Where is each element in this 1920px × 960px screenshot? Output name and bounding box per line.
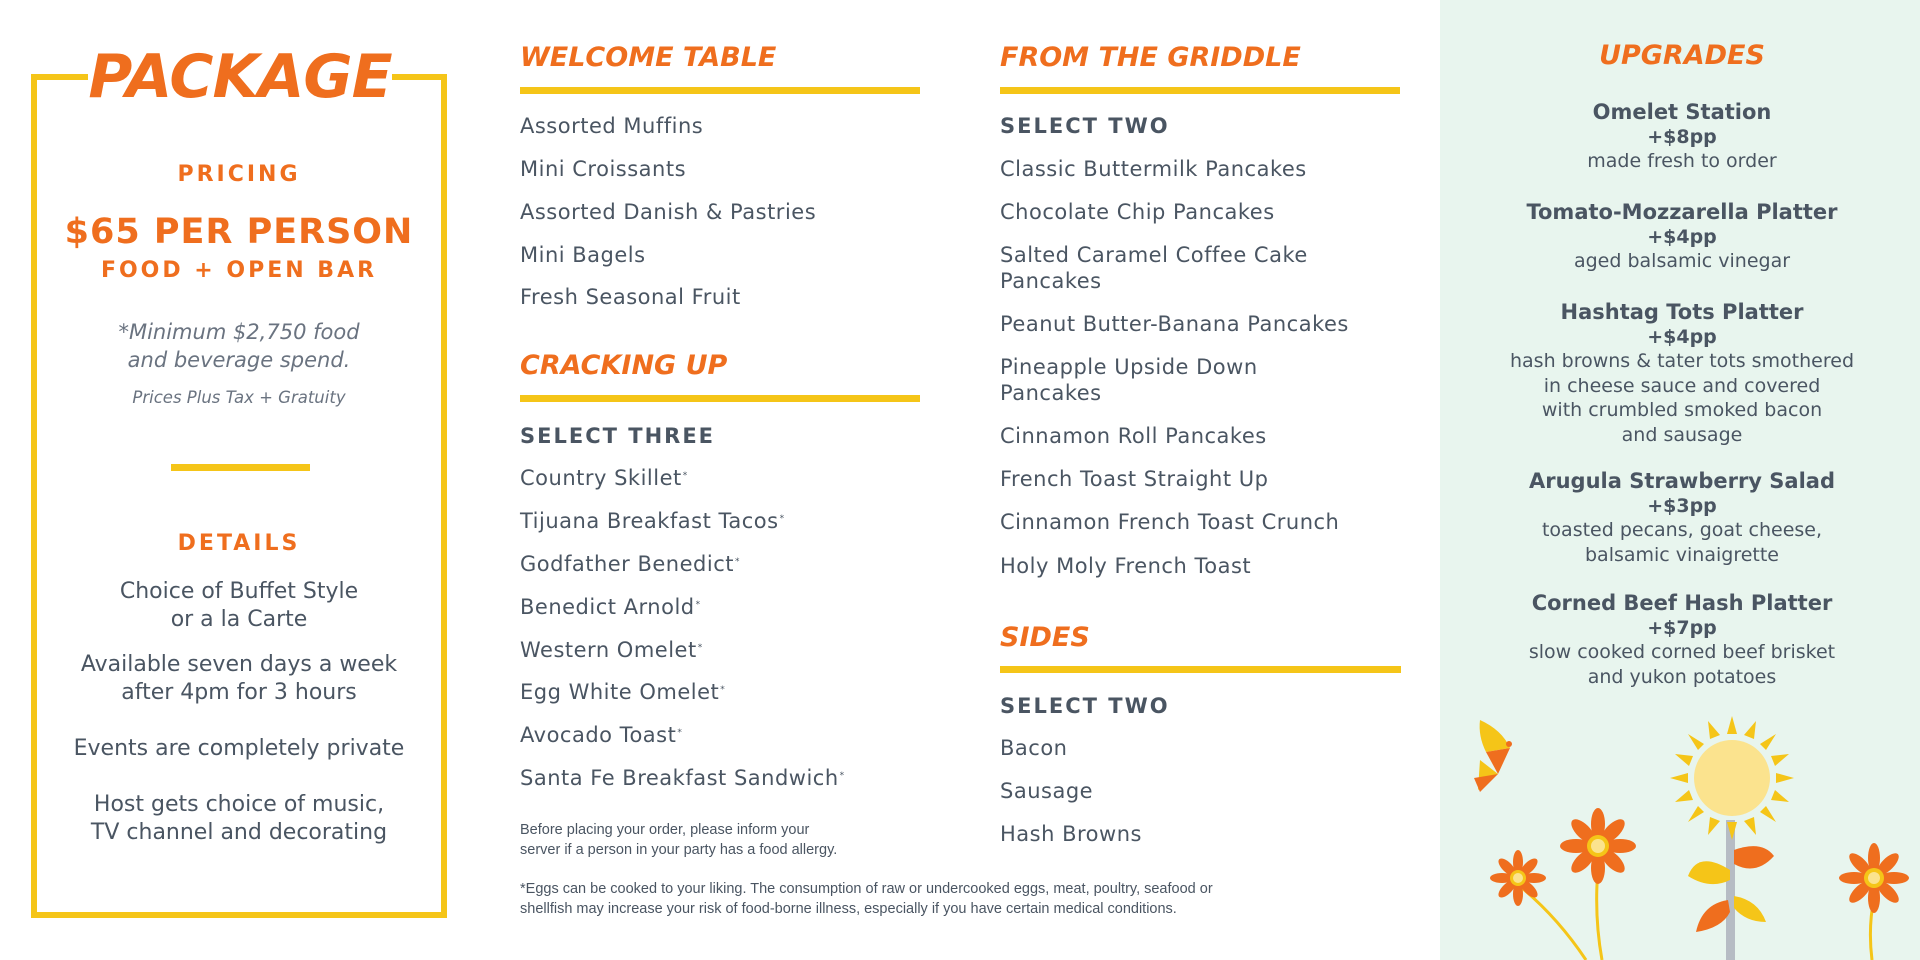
list-item: Benedict Arnold* [520, 595, 701, 619]
upgrade-name: Arugula Strawberry Salad [1529, 469, 1835, 493]
upgrade-desc: and sausage [1621, 423, 1743, 446]
griddle-select-label: SELECT TWO [1000, 114, 1170, 138]
upgrade-item [1482, 199, 1882, 274]
detail-item [31, 791, 447, 847]
upgrade-price: +$3pp [1647, 495, 1717, 517]
list-item: Bacon [1000, 736, 1068, 760]
upgrade-price: +$7pp [1647, 617, 1717, 639]
package-title: PACKAGE [88, 38, 392, 116]
list-item: Mini Bagels [520, 243, 646, 267]
allergy-line: server if a person in your party has a food allergy. [520, 842, 838, 858]
minimum-line-1: *Minimum $2,750 food [118, 320, 360, 344]
list-item: Santa Fe Breakfast Sandwich* [520, 766, 845, 790]
upgrade-price: +$4pp [1647, 226, 1717, 248]
list-item: Egg White Omelet* [520, 680, 726, 704]
tax-gratuity-note: Prices Plus Tax + Gratuity [132, 388, 346, 407]
list-item: Peanut Butter-Banana Pancakes [1000, 312, 1349, 336]
list-item: Fresh Seasonal Fruit [520, 285, 741, 309]
minimum-line-2: and beverage spend. [127, 348, 351, 372]
list-item: Chocolate Chip Pancakes [1000, 200, 1275, 224]
upgrade-desc: hash browns & tater tots smothered [1509, 350, 1855, 372]
detail-line: after 4pm for 3 hours [121, 680, 357, 705]
upgrade-desc: slow cooked corned beef brisket [1528, 641, 1836, 663]
list-item: Tijuana Breakfast Tacos* [520, 509, 785, 533]
allergy-note [520, 820, 837, 860]
allergy-line: Before placing your order, please inform your [520, 822, 810, 838]
detail-line: or a la Carte [170, 607, 308, 632]
detail-item [31, 578, 447, 634]
detail-item [31, 651, 447, 707]
upgrades-heading: UPGRADES [1599, 40, 1765, 71]
leaf [1688, 861, 1730, 884]
price-subtitle: FOOD + OPEN BAR [100, 258, 378, 283]
upgrade-desc: toasted pecans, goat cheese, [1541, 519, 1823, 541]
list-item: Country Skillet* [520, 466, 688, 490]
detail-line: Choice of Buffet Style [119, 579, 359, 604]
upgrade-name: Tomato-Mozzarella Platter [1526, 200, 1838, 224]
sides-select-label: SELECT TWO [1000, 694, 1170, 718]
upgrade-item [1482, 468, 1882, 567]
list-item: Mini Croissants [520, 157, 687, 181]
flower-icon [1839, 843, 1909, 960]
list-item: Salted Caramel Coffee Cake Pancakes [1000, 243, 1308, 293]
upgrade-item [1482, 99, 1882, 174]
upgrade-item [1482, 590, 1882, 689]
sides-rule [1000, 666, 1401, 673]
pricing-heading: PRICING [177, 162, 301, 187]
stem [1726, 820, 1735, 960]
list-item: Pineapple Upside Down Pancakes [1000, 355, 1258, 405]
upgrade-desc: made fresh to order [1587, 150, 1777, 172]
list-item: Godfather Benedict* [520, 552, 740, 576]
upgrade-name: Corned Beef Hash Platter [1531, 591, 1833, 615]
welcome-table-heading: WELCOME TABLE [520, 42, 777, 73]
upgrade-desc: with crumbled smoked bacon [1541, 399, 1823, 421]
leaf [1734, 896, 1766, 922]
list-item: Cinnamon French Toast Crunch [1000, 510, 1340, 534]
detail-line: TV channel and decorating [90, 820, 388, 845]
list-item: Western Omelet* [520, 638, 703, 662]
package-divider [171, 464, 310, 471]
bird-icon [1474, 720, 1512, 792]
upgrade-price: +$4pp [1647, 326, 1717, 348]
minimum-spend-note [31, 318, 447, 374]
upgrade-desc: in cheese sauce and covered [1543, 374, 1821, 397]
list-item: Hash Browns [1000, 822, 1142, 846]
detail-line: Host gets choice of music, [93, 792, 385, 817]
welcome-table-rule [520, 87, 920, 94]
detail-line: Available seven days a week [80, 652, 398, 677]
leaf [1696, 900, 1730, 932]
list-item: Sausage [1000, 779, 1094, 803]
price-per-person: $65 PER PERSON [64, 212, 414, 252]
leaf [1734, 846, 1774, 868]
upgrade-name: Hashtag Tots Platter [1560, 300, 1804, 324]
list-item: Cinnamon Roll Pancakes [1000, 424, 1267, 448]
list-item: Classic Buttermilk Pancakes [1000, 157, 1307, 181]
list-item: Assorted Muffins [520, 114, 704, 138]
sides-heading: SIDES [1000, 622, 1090, 653]
egg-note-line: *Eggs can be cooked to your liking. The consumption of raw or undercooked eggs, meat, poultry, seafood or [520, 881, 1213, 897]
upgrade-item [1482, 299, 1882, 447]
detail-line: Events are completely private [73, 736, 405, 761]
detail-item [31, 735, 447, 763]
flowers-sun-illustration [1440, 700, 1920, 960]
list-item: Assorted Danish & Pastries [520, 200, 817, 224]
cracking-up-rule [520, 395, 920, 402]
details-heading: DETAILS [177, 531, 301, 556]
egg-note-line: shellfish may increase your risk of food-borne illness, especially if you have certain medical conditions. [520, 901, 1177, 917]
list-item: Holy Moly French Toast [1000, 554, 1252, 578]
cracking-up-heading: CRACKING UP [520, 350, 728, 381]
upgrade-desc: balsamic vinaigrette [1584, 543, 1780, 566]
cracking-select-label: SELECT THREE [520, 424, 716, 448]
upgrade-name: Omelet Station [1592, 100, 1772, 124]
list-item: French Toast Straight Up [1000, 467, 1269, 491]
upgrade-price: +$8pp [1647, 126, 1717, 148]
griddle-heading: FROM THE GRIDDLE [1000, 42, 1301, 73]
egg-consumption-note [520, 879, 1213, 919]
upgrade-desc: aged balsamic vinegar [1573, 250, 1791, 272]
list-item: Avocado Toast* [520, 723, 683, 747]
upgrade-desc: and yukon potatoes [1587, 665, 1777, 688]
griddle-rule [1000, 87, 1400, 94]
